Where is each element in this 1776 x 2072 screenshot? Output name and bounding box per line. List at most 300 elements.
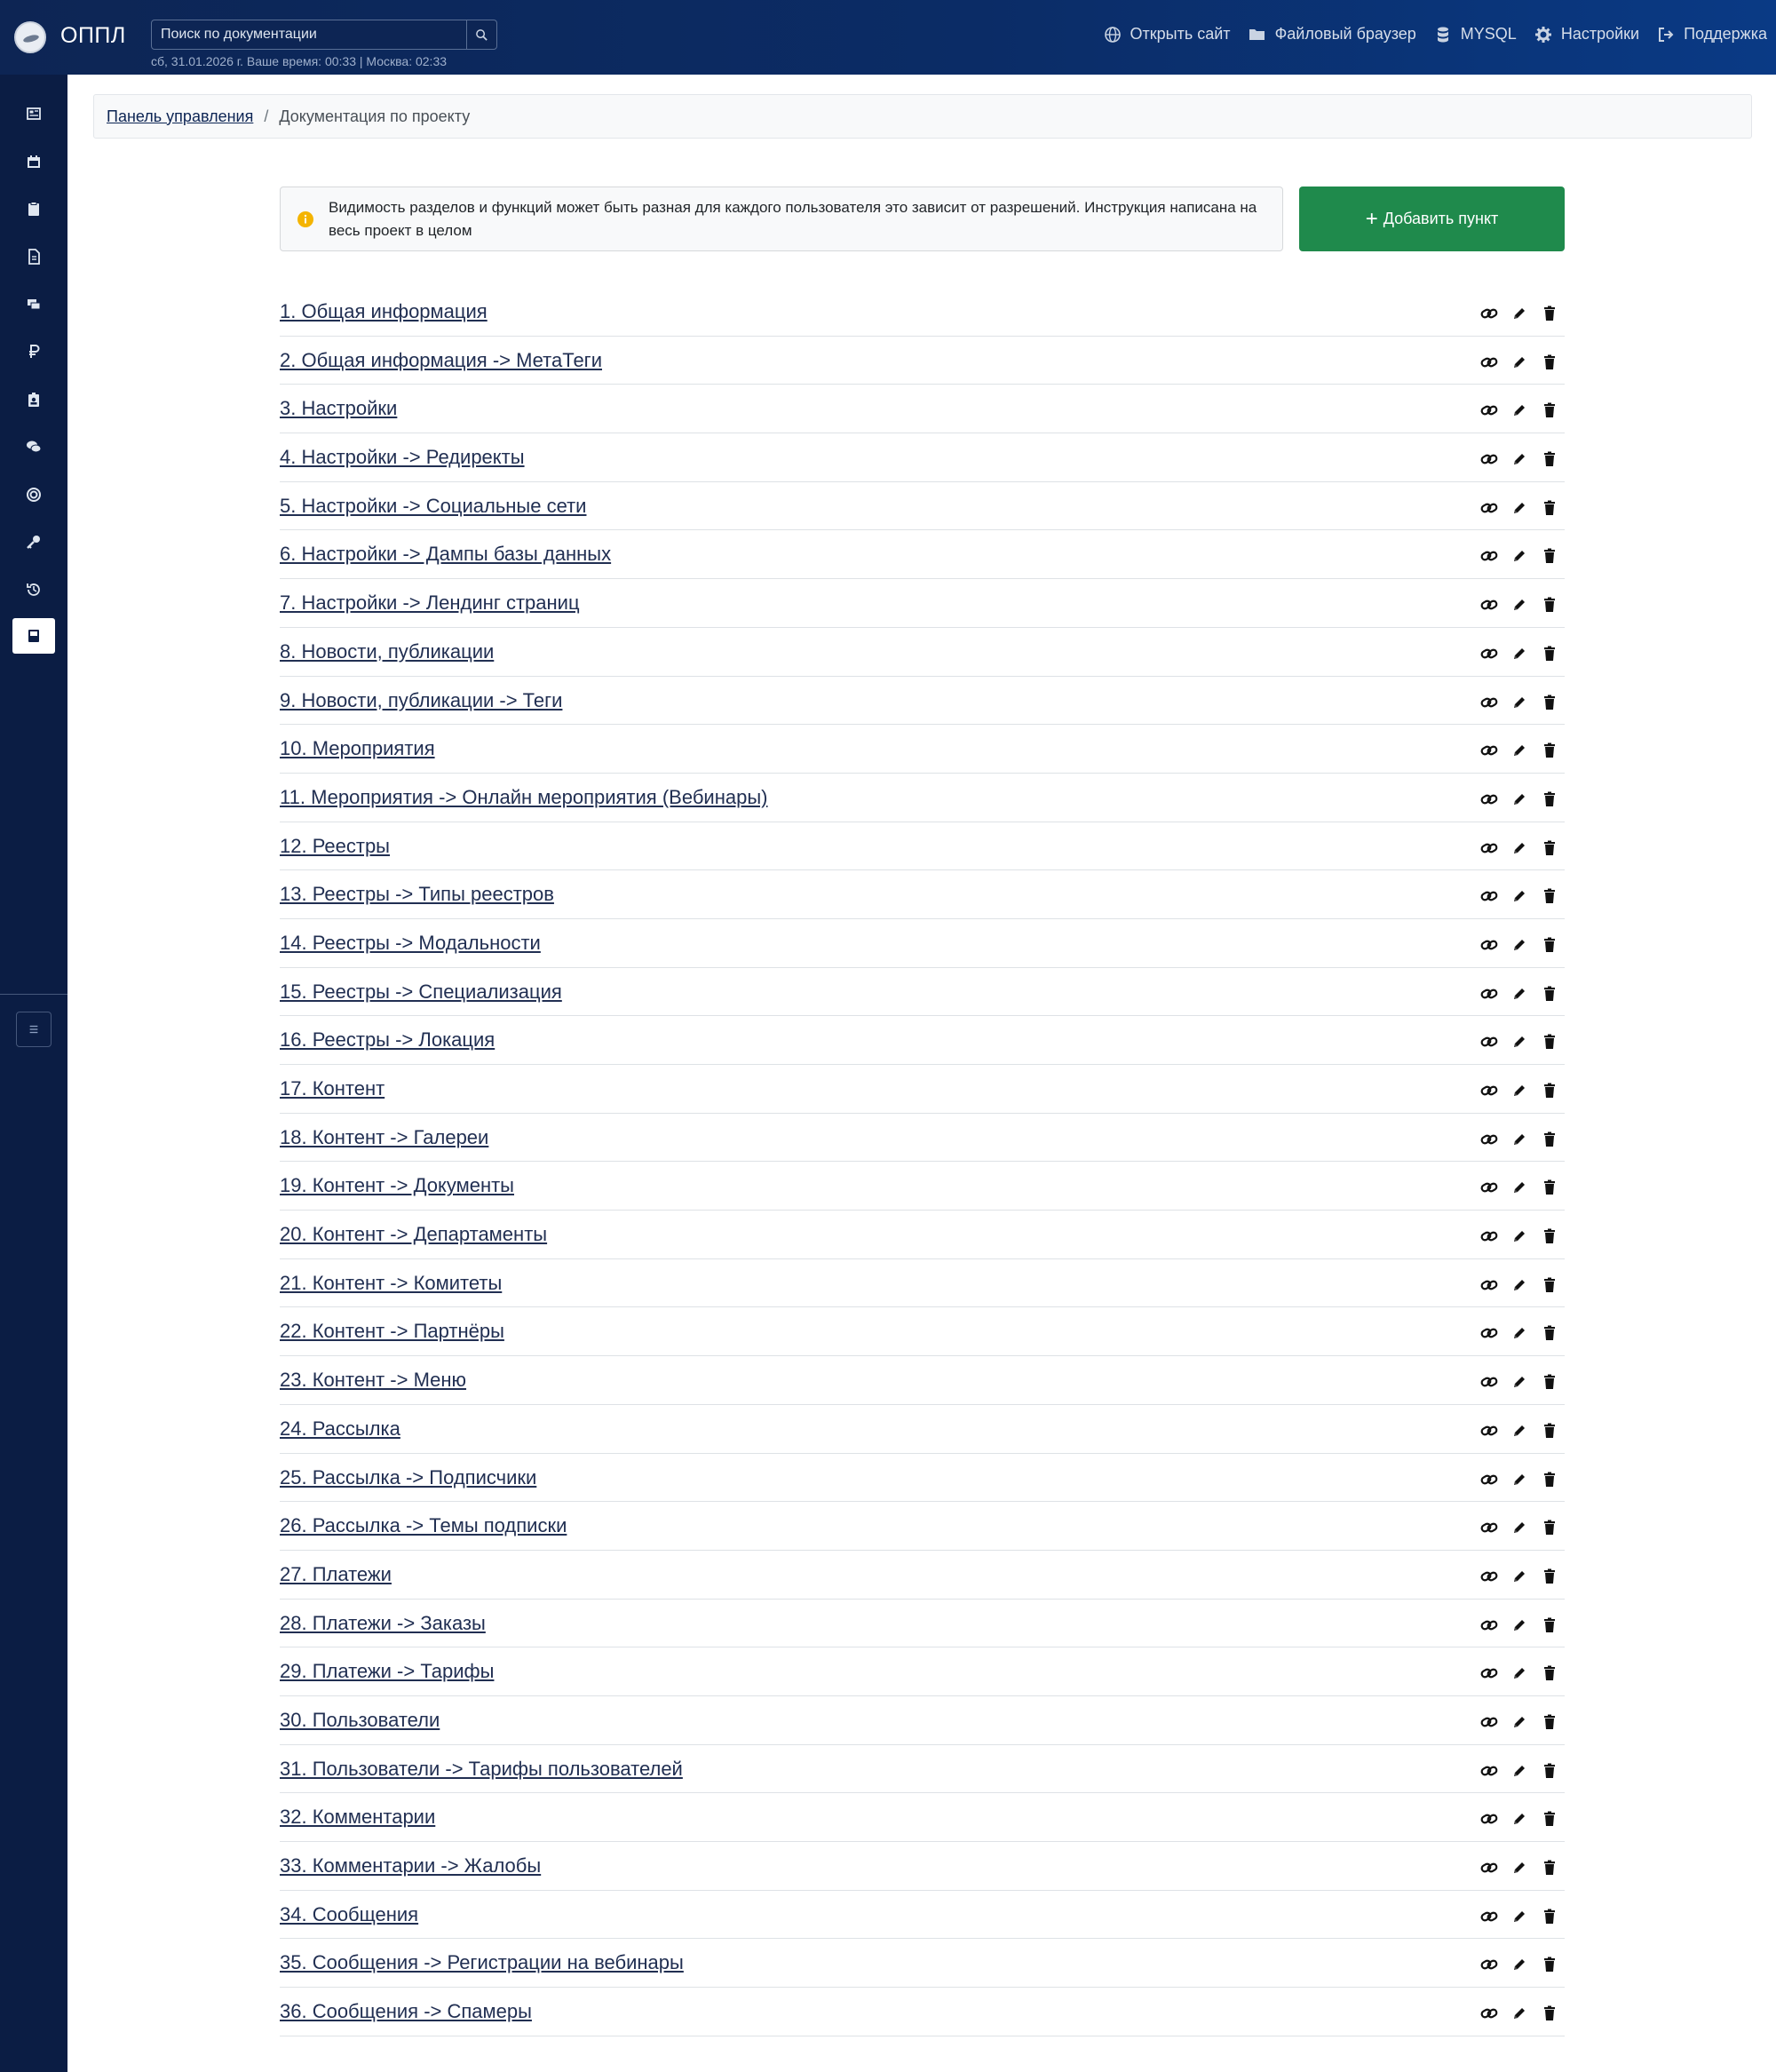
globe-icon bbox=[1104, 26, 1122, 44]
copy-link-button[interactable] bbox=[1479, 693, 1499, 712]
delete-button[interactable] bbox=[1540, 1761, 1559, 1781]
pencil-icon bbox=[1510, 1179, 1528, 1196]
doc-item-link[interactable]: 21. Контент -> Комитеты bbox=[280, 1271, 503, 1294]
sidebar-item-users[interactable] bbox=[12, 382, 55, 417]
doc-item-link[interactable]: 5. Настройки -> Социальные сети bbox=[280, 494, 587, 517]
history-icon bbox=[26, 582, 42, 598]
delete-button[interactable] bbox=[1540, 1081, 1559, 1100]
trash-icon bbox=[1541, 1082, 1558, 1100]
copy-link-button[interactable] bbox=[1479, 1372, 1499, 1392]
link-icon bbox=[1480, 985, 1498, 1003]
sidebar-item-registries[interactable] bbox=[12, 191, 55, 226]
row-actions bbox=[1479, 984, 1559, 1004]
list-item bbox=[280, 1600, 1565, 1648]
doc-item-link[interactable]: 28. Платежи -> Заказы bbox=[280, 1611, 486, 1634]
doc-item-link[interactable]: 23. Контент -> Меню bbox=[280, 1369, 467, 1392]
row-actions bbox=[1479, 1130, 1559, 1149]
pencil-icon bbox=[1510, 1664, 1528, 1682]
brand-name[interactable]: ОППЛ bbox=[60, 23, 126, 48]
datetime-label: сб, 31.01.2026 г. Ваше время: 00:33 | Москва: 02:33 bbox=[151, 54, 448, 68]
delete-button[interactable] bbox=[1540, 1809, 1559, 1829]
row-actions bbox=[1479, 1567, 1559, 1586]
delete-button[interactable] bbox=[1540, 401, 1559, 420]
comments-icon bbox=[26, 439, 42, 455]
pencil-icon bbox=[1510, 1276, 1528, 1294]
row-actions bbox=[1479, 886, 1559, 906]
delete-button[interactable] bbox=[1540, 1616, 1559, 1635]
copy-link-button[interactable] bbox=[1479, 1032, 1499, 1052]
delete-button[interactable] bbox=[1540, 353, 1559, 372]
row-actions bbox=[1479, 741, 1559, 760]
copy-link-button[interactable] bbox=[1479, 886, 1499, 906]
sidebar-item-comments[interactable] bbox=[12, 429, 55, 464]
row-actions bbox=[1479, 1470, 1559, 1489]
copy-link-button[interactable] bbox=[1479, 1567, 1499, 1586]
trash-icon bbox=[1541, 742, 1558, 759]
mail-stack-icon bbox=[26, 296, 42, 312]
doc-item-link[interactable]: 15. Реестры -> Специализация bbox=[280, 980, 562, 1003]
delete-button[interactable] bbox=[1540, 838, 1559, 858]
delete-button[interactable] bbox=[1540, 1275, 1559, 1295]
doc-item-link[interactable]: 4. Настройки -> Редиректы bbox=[280, 446, 525, 469]
link-icon bbox=[1480, 694, 1498, 711]
row-actions bbox=[1479, 1178, 1559, 1197]
list-item bbox=[280, 337, 1565, 385]
sign-out-icon bbox=[1657, 26, 1675, 44]
breadcrumb-home-link[interactable]: Панель управления bbox=[107, 107, 254, 125]
copy-link-button[interactable] bbox=[1479, 1421, 1499, 1441]
trash-icon bbox=[1541, 1519, 1558, 1536]
edit-button[interactable] bbox=[1510, 838, 1529, 858]
list-item bbox=[280, 1162, 1565, 1211]
breadcrumb-current: Документация по проекту bbox=[279, 107, 471, 125]
link-icon bbox=[1480, 1859, 1498, 1877]
pencil-icon bbox=[1510, 353, 1528, 371]
link-icon bbox=[1480, 450, 1498, 468]
edit-button[interactable] bbox=[1510, 1955, 1529, 1974]
copy-link-button[interactable] bbox=[1479, 2004, 1499, 2023]
list-item bbox=[280, 288, 1565, 337]
open-site-label: Открыть сайт bbox=[1130, 25, 1231, 43]
clipboard-icon bbox=[26, 201, 42, 217]
edit-button[interactable] bbox=[1510, 449, 1529, 469]
doc-item-link[interactable]: 26. Рассылка -> Темы подписки bbox=[280, 1514, 567, 1537]
settings-link[interactable] bbox=[1534, 25, 1639, 44]
top-nav bbox=[1104, 25, 1767, 44]
list-item bbox=[280, 1842, 1565, 1891]
pencil-icon bbox=[1510, 645, 1528, 663]
doc-item-link[interactable]: 33. Комментарии -> Жалобы bbox=[280, 1854, 542, 1877]
doc-item-link[interactable]: 20. Контент -> Департаменты bbox=[280, 1223, 548, 1246]
sidebar-item-access[interactable] bbox=[12, 524, 55, 560]
delete-button[interactable] bbox=[1540, 304, 1559, 323]
trash-icon bbox=[1541, 985, 1558, 1003]
delete-button[interactable] bbox=[1540, 1712, 1559, 1732]
edit-button[interactable] bbox=[1510, 790, 1529, 809]
doc-item-link[interactable]: 36. Сообщения -> Спамеры bbox=[280, 2000, 532, 2023]
edit-button[interactable] bbox=[1510, 886, 1529, 906]
link-icon bbox=[1480, 936, 1498, 954]
pencil-icon bbox=[1510, 1227, 1528, 1245]
link-icon bbox=[1480, 1713, 1498, 1731]
delete-button[interactable] bbox=[1540, 1470, 1559, 1489]
edit-button[interactable] bbox=[1510, 1178, 1529, 1197]
sidebar-item-targets[interactable] bbox=[12, 477, 55, 512]
edit-button[interactable] bbox=[1510, 2004, 1529, 2023]
delete-button[interactable] bbox=[1540, 1178, 1559, 1197]
sidebar bbox=[0, 75, 67, 2072]
file-icon bbox=[26, 249, 42, 265]
pencil-icon bbox=[1510, 1324, 1528, 1342]
copy-link-button[interactable] bbox=[1479, 304, 1499, 323]
doc-item-link[interactable]: 10. Мероприятия bbox=[280, 737, 435, 760]
link-icon bbox=[1480, 305, 1498, 322]
delete-button[interactable] bbox=[1540, 790, 1559, 809]
edit-button[interactable] bbox=[1510, 1470, 1529, 1489]
edit-button[interactable] bbox=[1510, 353, 1529, 372]
doc-item-link[interactable]: 29. Платежи -> Тарифы bbox=[280, 1660, 495, 1683]
copy-link-button[interactable] bbox=[1479, 1275, 1499, 1295]
edit-button[interactable] bbox=[1510, 1081, 1529, 1100]
link-icon bbox=[1480, 1810, 1498, 1828]
link-icon bbox=[1480, 645, 1498, 663]
support-link[interactable] bbox=[1657, 25, 1767, 44]
trash-icon bbox=[1541, 936, 1558, 954]
pencil-icon bbox=[1510, 547, 1528, 565]
copy-link-button[interactable] bbox=[1479, 1761, 1499, 1781]
documentation-list bbox=[280, 288, 1565, 2036]
copy-link-button[interactable] bbox=[1479, 353, 1499, 372]
doc-item-link[interactable]: 14. Реестры -> Модальности bbox=[280, 931, 541, 954]
doc-item-link[interactable]: 35. Сообщения -> Регистрации на вебинары bbox=[280, 1951, 684, 1974]
list-item bbox=[280, 433, 1565, 482]
list-item bbox=[280, 677, 1565, 726]
sidebar-item-documentation[interactable] bbox=[12, 618, 55, 654]
link-icon bbox=[1480, 2005, 1498, 2022]
gear-icon bbox=[1534, 26, 1552, 44]
row-actions bbox=[1479, 1907, 1559, 1926]
pencil-icon bbox=[1510, 1956, 1528, 1973]
key-icon bbox=[26, 534, 42, 550]
list-item bbox=[280, 579, 1565, 628]
delete-button[interactable] bbox=[1540, 1130, 1559, 1149]
trash-icon bbox=[1541, 547, 1558, 565]
trash-icon bbox=[1541, 353, 1558, 371]
delete-button[interactable] bbox=[1540, 546, 1559, 566]
copy-link-button[interactable] bbox=[1479, 1518, 1499, 1537]
copy-link-button[interactable] bbox=[1479, 1323, 1499, 1343]
target-icon bbox=[26, 487, 42, 503]
link-icon bbox=[1480, 1276, 1498, 1294]
sidebar-toggle-button[interactable] bbox=[16, 1012, 52, 1047]
pencil-icon bbox=[1510, 985, 1528, 1003]
row-actions bbox=[1479, 304, 1559, 323]
copy-link-button[interactable] bbox=[1479, 1227, 1499, 1246]
doc-item-link[interactable]: 24. Рассылка bbox=[280, 1417, 400, 1440]
trash-icon bbox=[1541, 790, 1558, 808]
doc-item-link[interactable]: 30. Пользователи bbox=[280, 1708, 440, 1731]
pencil-icon bbox=[1510, 1422, 1528, 1440]
doc-item-link[interactable]: 27. Платежи bbox=[280, 1562, 392, 1585]
copy-link-button[interactable] bbox=[1479, 1809, 1499, 1829]
row-actions bbox=[1479, 1955, 1559, 1974]
delete-button[interactable] bbox=[1540, 1421, 1559, 1441]
copy-link-button[interactable] bbox=[1479, 1616, 1499, 1635]
list-item bbox=[280, 1939, 1565, 1988]
delete-button[interactable] bbox=[1540, 886, 1559, 906]
edit-button[interactable] bbox=[1510, 498, 1529, 518]
row-actions bbox=[1479, 1227, 1559, 1246]
list-item bbox=[280, 530, 1565, 579]
row-actions bbox=[1479, 1616, 1559, 1635]
doc-item-link[interactable]: 16. Реестры -> Локация bbox=[280, 1028, 496, 1052]
copy-link-button[interactable] bbox=[1479, 546, 1499, 566]
delete-button[interactable] bbox=[1540, 741, 1559, 760]
doc-item-link[interactable]: 1. Общая информация bbox=[280, 300, 488, 322]
copy-link-button[interactable] bbox=[1479, 1955, 1499, 1974]
link-icon bbox=[1480, 1033, 1498, 1051]
sidebar-item-history[interactable] bbox=[12, 572, 55, 607]
row-actions bbox=[1479, 1761, 1559, 1781]
edit-button[interactable] bbox=[1510, 693, 1529, 712]
copy-link-button[interactable] bbox=[1479, 1663, 1499, 1683]
list-item bbox=[280, 1065, 1565, 1114]
id-badge-icon bbox=[26, 392, 42, 408]
delete-button[interactable] bbox=[1540, 1663, 1559, 1683]
doc-item-link[interactable]: 6. Настройки -> Дампы базы данных bbox=[280, 543, 612, 566]
link-icon bbox=[1480, 839, 1498, 857]
edit-button[interactable] bbox=[1510, 1227, 1529, 1246]
list-item bbox=[280, 1988, 1565, 2036]
copy-link-button[interactable] bbox=[1479, 449, 1499, 469]
delete-button[interactable] bbox=[1540, 449, 1559, 469]
edit-button[interactable] bbox=[1510, 546, 1529, 566]
delete-button[interactable] bbox=[1540, 1372, 1559, 1392]
edit-button[interactable] bbox=[1510, 1372, 1529, 1392]
copy-link-button[interactable] bbox=[1479, 1712, 1499, 1732]
sidebar-item-events[interactable] bbox=[12, 144, 55, 179]
link-icon bbox=[1480, 1664, 1498, 1682]
link-icon bbox=[1480, 1568, 1498, 1585]
delete-button[interactable] bbox=[1540, 2004, 1559, 2023]
open-site-link[interactable] bbox=[1104, 25, 1231, 44]
doc-item-link[interactable]: 7. Настройки -> Лендинг страниц bbox=[280, 591, 580, 615]
list-item bbox=[280, 1696, 1565, 1745]
row-actions bbox=[1479, 498, 1559, 518]
mysql-link[interactable] bbox=[1434, 25, 1517, 44]
doc-item-link[interactable]: 13. Реестры -> Типы реестров bbox=[280, 883, 554, 906]
pencil-icon bbox=[1510, 499, 1528, 517]
edit-button[interactable] bbox=[1510, 401, 1529, 420]
link-icon bbox=[1480, 1471, 1498, 1489]
search-button[interactable] bbox=[466, 20, 496, 49]
pencil-icon bbox=[1510, 839, 1528, 857]
trash-icon bbox=[1541, 1810, 1558, 1828]
trash-icon bbox=[1541, 499, 1558, 517]
list-item bbox=[280, 1405, 1565, 1454]
book-icon bbox=[26, 628, 42, 644]
edit-button[interactable] bbox=[1510, 1907, 1529, 1926]
settings-label: Настройки bbox=[1560, 25, 1640, 43]
trash-icon bbox=[1541, 305, 1558, 322]
delete-button[interactable] bbox=[1540, 693, 1559, 712]
breadcrumb-separator: / bbox=[264, 107, 269, 125]
delete-button[interactable] bbox=[1540, 498, 1559, 518]
add-item-button[interactable] bbox=[1299, 187, 1565, 251]
edit-button[interactable] bbox=[1510, 741, 1529, 760]
file-browser-link[interactable] bbox=[1249, 25, 1416, 44]
trash-icon bbox=[1541, 401, 1558, 419]
doc-item-link[interactable]: 32. Комментарии bbox=[280, 1806, 436, 1829]
pencil-icon bbox=[1510, 1082, 1528, 1100]
ruble-icon bbox=[26, 344, 42, 360]
edit-button[interactable] bbox=[1510, 1032, 1529, 1052]
doc-item-link[interactable]: 19. Контент -> Документы bbox=[280, 1174, 514, 1197]
row-actions bbox=[1479, 1421, 1559, 1441]
doc-item-link[interactable]: 2. Общая информация -> МетаТеги bbox=[280, 348, 602, 371]
doc-item-link[interactable]: 9. Новости, публикации -> Теги bbox=[280, 688, 563, 711]
delete-button[interactable] bbox=[1540, 1323, 1559, 1343]
copy-link-button[interactable] bbox=[1479, 498, 1499, 518]
list-item bbox=[280, 1551, 1565, 1600]
edit-button[interactable] bbox=[1510, 1712, 1529, 1732]
trash-icon bbox=[1541, 1568, 1558, 1585]
edit-button[interactable] bbox=[1510, 1858, 1529, 1878]
menu-icon bbox=[28, 1023, 40, 1036]
pencil-icon bbox=[1510, 401, 1528, 419]
doc-item-link[interactable]: 18. Контент -> Галереи bbox=[280, 1125, 489, 1148]
list-item bbox=[280, 774, 1565, 822]
edit-button[interactable] bbox=[1510, 1761, 1529, 1781]
link-icon bbox=[1480, 596, 1498, 614]
list-item bbox=[280, 385, 1565, 433]
trash-icon bbox=[1541, 1422, 1558, 1440]
search-input[interactable] bbox=[152, 20, 466, 49]
row-actions bbox=[1479, 838, 1559, 858]
row-actions bbox=[1479, 1032, 1559, 1052]
row-actions bbox=[1479, 2004, 1559, 2023]
edit-button[interactable] bbox=[1510, 1130, 1529, 1149]
edit-button[interactable] bbox=[1510, 1616, 1529, 1635]
sidebar-item-mailing[interactable] bbox=[12, 286, 55, 322]
pencil-icon bbox=[1510, 1033, 1528, 1051]
add-item-label: Добавить пункт bbox=[1383, 210, 1499, 227]
top-bar bbox=[0, 0, 1776, 75]
delete-button[interactable] bbox=[1540, 644, 1559, 663]
copy-link-button[interactable] bbox=[1479, 741, 1499, 760]
row-actions bbox=[1479, 693, 1559, 712]
delete-button[interactable] bbox=[1540, 1858, 1559, 1878]
delete-button[interactable] bbox=[1540, 595, 1559, 615]
search-icon bbox=[475, 28, 488, 42]
delete-button[interactable] bbox=[1540, 984, 1559, 1004]
edit-button[interactable] bbox=[1510, 1323, 1529, 1343]
copy-link-button[interactable] bbox=[1479, 1178, 1499, 1197]
doc-item-link[interactable]: 11. Мероприятия -> Онлайн мероприятия (Вебинары) bbox=[280, 785, 768, 808]
copy-link-button[interactable] bbox=[1479, 790, 1499, 809]
row-actions bbox=[1479, 353, 1559, 372]
trash-icon bbox=[1541, 1616, 1558, 1634]
delete-button[interactable] bbox=[1540, 1032, 1559, 1052]
link-icon bbox=[1480, 1324, 1498, 1342]
pencil-icon bbox=[1510, 1568, 1528, 1585]
support-label: Поддержка bbox=[1684, 25, 1767, 43]
copy-link-button[interactable] bbox=[1479, 984, 1499, 1004]
doc-item-link[interactable]: 17. Контент bbox=[280, 1077, 385, 1100]
copy-link-button[interactable] bbox=[1479, 1858, 1499, 1878]
doc-item-link[interactable]: 34. Сообщения bbox=[280, 1902, 419, 1925]
pencil-icon bbox=[1510, 450, 1528, 468]
link-icon bbox=[1480, 353, 1498, 371]
copy-link-button[interactable] bbox=[1479, 1907, 1499, 1926]
link-icon bbox=[1480, 1179, 1498, 1196]
doc-item-link[interactable]: 31. Пользователи -> Тарифы пользователей bbox=[280, 1757, 683, 1780]
list-item bbox=[280, 1647, 1565, 1696]
pencil-icon bbox=[1510, 887, 1528, 905]
list-item bbox=[280, 870, 1565, 919]
copy-link-button[interactable] bbox=[1479, 401, 1499, 420]
sidebar-item-payments[interactable] bbox=[12, 334, 55, 369]
newspaper-icon bbox=[26, 106, 42, 122]
edit-button[interactable] bbox=[1510, 935, 1529, 955]
delete-button[interactable] bbox=[1540, 1907, 1559, 1926]
delete-button[interactable] bbox=[1540, 935, 1559, 955]
pencil-icon bbox=[1510, 1713, 1528, 1731]
list-item bbox=[280, 725, 1565, 774]
copy-link-button[interactable] bbox=[1479, 595, 1499, 615]
edit-button[interactable] bbox=[1510, 1421, 1529, 1441]
link-icon bbox=[1480, 1422, 1498, 1440]
copy-link-button[interactable] bbox=[1479, 935, 1499, 955]
delete-button[interactable] bbox=[1540, 1567, 1559, 1586]
copy-link-button[interactable] bbox=[1479, 838, 1499, 858]
copy-link-button[interactable] bbox=[1479, 1081, 1499, 1100]
doc-item-link[interactable]: 22. Контент -> Партнёры bbox=[280, 1320, 504, 1343]
delete-button[interactable] bbox=[1540, 1955, 1559, 1974]
row-actions bbox=[1479, 1518, 1559, 1537]
trash-icon bbox=[1541, 2005, 1558, 2022]
link-icon bbox=[1480, 887, 1498, 905]
copy-link-button[interactable] bbox=[1479, 1470, 1499, 1489]
delete-button[interactable] bbox=[1540, 1518, 1559, 1537]
edit-button[interactable] bbox=[1510, 644, 1529, 663]
sidebar-item-news[interactable] bbox=[12, 96, 55, 131]
edit-button[interactable] bbox=[1510, 1663, 1529, 1683]
row-actions bbox=[1479, 1372, 1559, 1392]
pencil-icon bbox=[1510, 1859, 1528, 1877]
copy-link-button[interactable] bbox=[1479, 644, 1499, 663]
edit-button[interactable] bbox=[1510, 1809, 1529, 1829]
link-icon bbox=[1480, 401, 1498, 419]
doc-item-link[interactable]: 25. Рассылка -> Подписчики bbox=[280, 1465, 537, 1489]
edit-button[interactable] bbox=[1510, 1275, 1529, 1295]
sidebar-item-content[interactable] bbox=[12, 239, 55, 274]
doc-item-link[interactable]: 8. Новости, публикации bbox=[280, 639, 495, 663]
row-actions bbox=[1479, 449, 1559, 469]
edit-button[interactable] bbox=[1510, 984, 1529, 1004]
link-icon bbox=[1480, 1519, 1498, 1536]
doc-item-link[interactable]: 3. Настройки bbox=[280, 397, 398, 420]
edit-button[interactable] bbox=[1510, 1518, 1529, 1537]
doc-item-link[interactable]: 12. Реестры bbox=[280, 834, 390, 857]
edit-button[interactable] bbox=[1510, 304, 1529, 323]
pencil-icon bbox=[1510, 936, 1528, 954]
logo-icon[interactable] bbox=[14, 21, 46, 53]
copy-link-button[interactable] bbox=[1479, 1130, 1499, 1149]
delete-button[interactable] bbox=[1540, 1227, 1559, 1246]
edit-button[interactable] bbox=[1510, 1567, 1529, 1586]
edit-button[interactable] bbox=[1510, 595, 1529, 615]
